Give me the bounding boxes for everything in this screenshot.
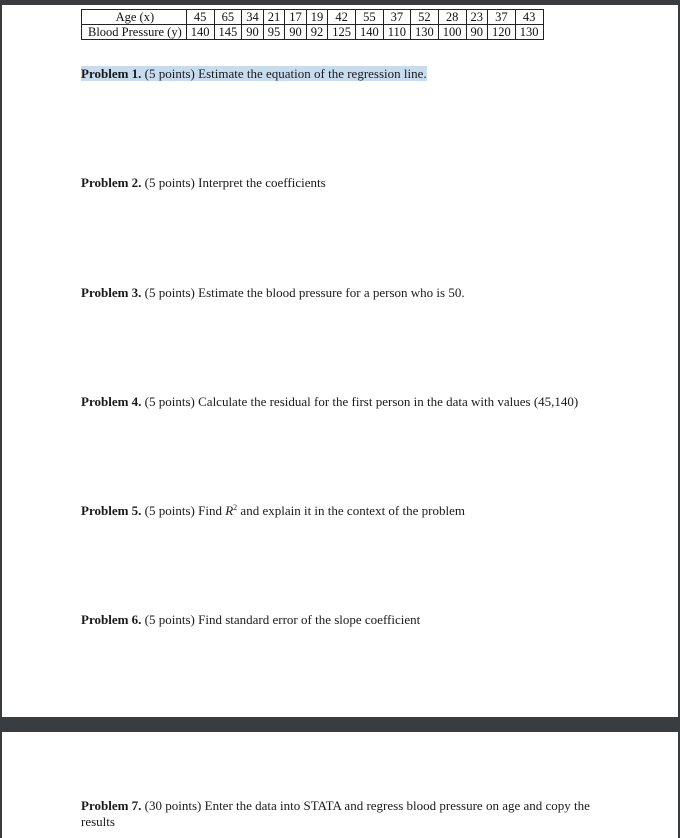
table-cell: 140: [186, 25, 214, 40]
problem-7: [81, 798, 621, 830]
table-cell: 52: [411, 10, 439, 25]
problem-label: Problem 5.: [81, 503, 142, 518]
problem-label: Problem 1.: [81, 66, 142, 81]
problem-1-highlight: [81, 66, 427, 81]
table-cell: 140: [356, 25, 384, 40]
table-cell: 90: [242, 25, 264, 40]
document-page-2: [2, 732, 678, 838]
row-header-blood-pressure: Blood Pressure (y): [82, 25, 187, 40]
problem-points: (5 points): [144, 612, 195, 627]
table-cell: 100: [438, 25, 466, 40]
problem-label: Problem 6.: [81, 612, 142, 627]
problem-points: (5 points): [144, 285, 195, 300]
problem-2: [81, 175, 621, 191]
problem-6: [81, 612, 621, 628]
problem-label: Problem 3.: [81, 285, 142, 300]
table-cell: 42: [328, 10, 356, 25]
table-cell: 92: [306, 25, 328, 40]
problem-5: [81, 503, 621, 519]
math-r: R: [225, 503, 234, 518]
problem-label: Problem 2.: [81, 175, 142, 190]
table-cell: 21: [263, 10, 285, 25]
problem-text: Interpret the coefficients: [198, 175, 326, 190]
table-cell: 130: [411, 25, 439, 40]
problem-points: (5 points): [144, 175, 195, 190]
problem-points: (5 points): [144, 394, 195, 409]
table-row-age: [82, 10, 544, 25]
table-cell: 145: [214, 25, 242, 40]
table-cell: 90: [466, 25, 488, 40]
table-cell: 23: [466, 10, 488, 25]
problem-3: [81, 285, 621, 301]
problem-text: Estimate the blood pressure for a person who is 50.: [198, 285, 465, 300]
table-cell: 65: [214, 10, 242, 25]
math-superscript: 2: [233, 503, 238, 512]
problem-1[interactable]: [81, 66, 621, 82]
problem-text-before: Find: [198, 503, 222, 518]
table-cell: 110: [383, 25, 410, 40]
data-table: [81, 9, 544, 40]
table-cell: 120: [488, 25, 516, 40]
table-cell: 43: [515, 10, 543, 25]
table-cell: 37: [383, 10, 410, 25]
document-page-1: [2, 5, 678, 717]
problem-text: Find standard error of the slope coefficient: [198, 612, 421, 627]
table-cell: 28: [438, 10, 466, 25]
problem-points: (5 points): [144, 66, 195, 81]
problem-text: Enter the data into STATA and regress blood pressure on age and copy the results: [81, 798, 590, 829]
problem-text-after: and explain it in the context of the problem: [240, 503, 465, 518]
table-cell: 45: [186, 10, 214, 25]
table-cell: 34: [242, 10, 264, 25]
problem-points: (30 points): [144, 798, 202, 813]
problem-text: Calculate the residual for the first person in the data with values (45,140): [198, 394, 579, 409]
table-row-blood-pressure: [82, 25, 544, 40]
problem-points: (5 points): [144, 503, 195, 518]
table-cell: 130: [515, 25, 543, 40]
table-cell: 17: [285, 10, 307, 25]
table-cell: 19: [306, 10, 328, 25]
table-cell: 37: [488, 10, 516, 25]
row-header-age: Age (x): [82, 10, 187, 25]
problem-4: [81, 394, 621, 410]
problem-text: Estimate the equation of the regression line.: [198, 66, 427, 81]
table-cell: 95: [263, 25, 285, 40]
table-cell: 125: [328, 25, 356, 40]
table-cell: 55: [356, 10, 384, 25]
problem-label: Problem 7.: [81, 798, 142, 813]
problem-label: Problem 4.: [81, 394, 142, 409]
table-cell: 90: [285, 25, 307, 40]
